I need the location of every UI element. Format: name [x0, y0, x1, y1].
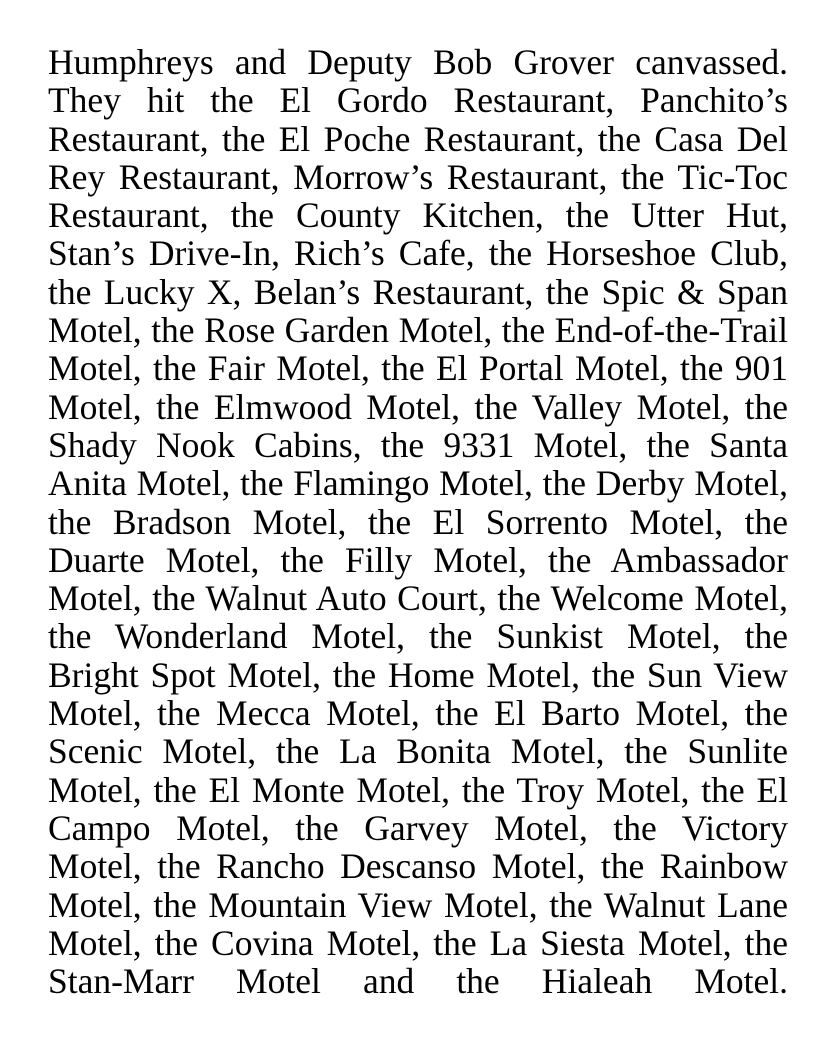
body-paragraph: Humphreys and Deputy Bob Grover canvassed. They hit the El Gordo Restaurant, Panchito’s Restaurant, the El Poche Restaurant, the Casa Del Rey Restaurant, Morrow’s Restaurant, the Tic-Toc Restaurant, the County Kitchen, the Utter Hut, Stan’s Drive-In, Rich’s Cafe, the Horseshoe Club, the Lucky X, Belan’s Restaurant, the Spic & Span Motel, the Rose Garden Motel, the End-of-the-Trail Motel, the Fair Motel, the El Portal Motel, the 901 Motel, the Elmwood Motel, the Valley Motel, the Shady Nook Cabins, the 9331 Motel, the Santa Anita Motel, the Flamingo Motel, the Derby Motel, the Bradson Motel, the El Sorrento Motel, the Duarte Motel, the Filly Motel, the Ambassador Motel, the Walnut Auto Court, the Welcome Motel, the Wonderland Motel, the Sunkist Motel, the Bright Spot Motel, the Home Motel, the Sun View Motel, the Mecca Motel, the El Barto Motel, the Scenic Motel, the La Bonita Motel, the Sunlite Motel, the El Monte Motel, the Troy Motel, the El Campo Motel, the Garvey Motel, the Victory Motel, the Rancho Descanso Motel, the Rainbow Motel, the Mountain View Motel, the Walnut Lane Motel, the Covina Motel, the La Siesta Motel, the Stan-Marr Motel and the Hialeah Motel.: [48, 42, 788, 1002]
body-text-column: [48, 43, 788, 1039]
